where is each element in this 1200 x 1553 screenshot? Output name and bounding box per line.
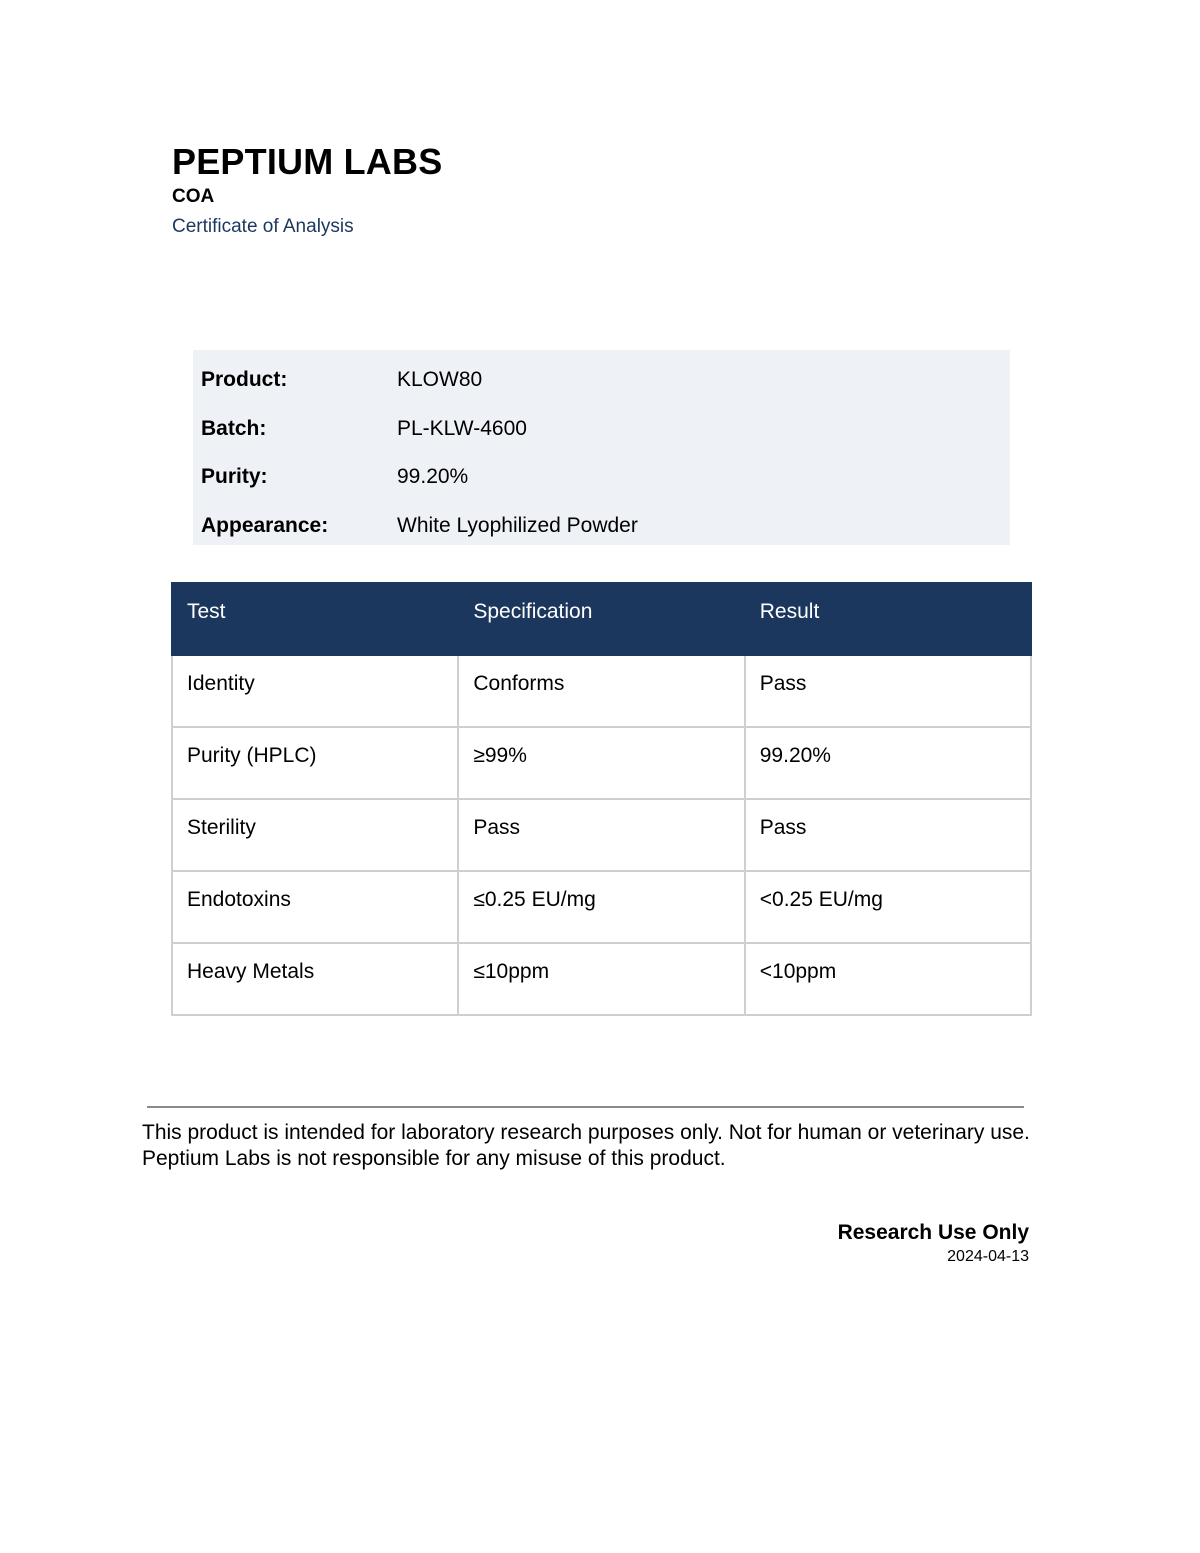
table-cell: Heavy Metals — [172, 943, 458, 1015]
product-info-box — [193, 350, 1010, 545]
footer-date: 2024-04-13 — [947, 1248, 1029, 1265]
table-cell: Sterility — [172, 799, 458, 871]
info-value: 99.20% — [397, 465, 469, 489]
info-value: PL-KLW-4600 — [397, 416, 527, 440]
footer-title: Research Use Only — [837, 1221, 1029, 1244]
info-value: KLOW80 — [397, 368, 483, 392]
info-row-purity — [193, 453, 1010, 502]
disclaimer-text: This product is intended for laboratory research purposes only. Not for human or veterinary use. Peptium Labs is not responsible for any misuse of this product. — [142, 1121, 1030, 1170]
table-cell: 99.20% — [745, 727, 1031, 799]
table-cell: Pass — [458, 799, 744, 871]
column-header-specification: Specification — [458, 583, 744, 655]
info-label: Product: — [201, 368, 288, 392]
table-row — [172, 871, 1031, 943]
table-cell: Conforms — [458, 655, 744, 727]
footer-block — [838, 1219, 1029, 1267]
divider — [147, 1106, 1024, 1108]
info-value: White Lyophilized Powder — [397, 513, 638, 537]
table-header-row — [172, 583, 1031, 655]
info-label: Purity: — [201, 465, 268, 489]
table-cell: <0.25 EU/mg — [745, 871, 1031, 943]
table-cell: Identity — [172, 655, 458, 727]
info-row-appearance — [193, 502, 1010, 551]
company-name: PEPTIUM LABS — [172, 141, 443, 182]
table-row — [172, 799, 1031, 871]
column-header-test: Test — [172, 583, 458, 655]
column-header-result: Result — [745, 583, 1031, 655]
info-row-product — [193, 356, 1010, 405]
info-label: Batch: — [201, 416, 267, 440]
table-cell: Endotoxins — [172, 871, 458, 943]
table-row — [172, 943, 1031, 1015]
results-table — [171, 582, 1032, 1016]
document-type: COA — [172, 186, 215, 207]
table-cell: ≥99% — [458, 727, 744, 799]
table-cell: Pass — [745, 799, 1031, 871]
table-cell: <10ppm — [745, 943, 1031, 1015]
table-cell: Purity (HPLC) — [172, 727, 458, 799]
info-row-batch — [193, 405, 1010, 454]
table-cell: ≤0.25 EU/mg — [458, 871, 744, 943]
info-label: Appearance: — [201, 513, 329, 537]
document-subtitle: Certificate of Analysis — [172, 216, 354, 237]
table-row — [172, 727, 1031, 799]
table-row — [172, 655, 1031, 727]
document-header — [172, 140, 442, 240]
table-cell: Pass — [745, 655, 1031, 727]
table-cell: ≤10ppm — [458, 943, 744, 1015]
